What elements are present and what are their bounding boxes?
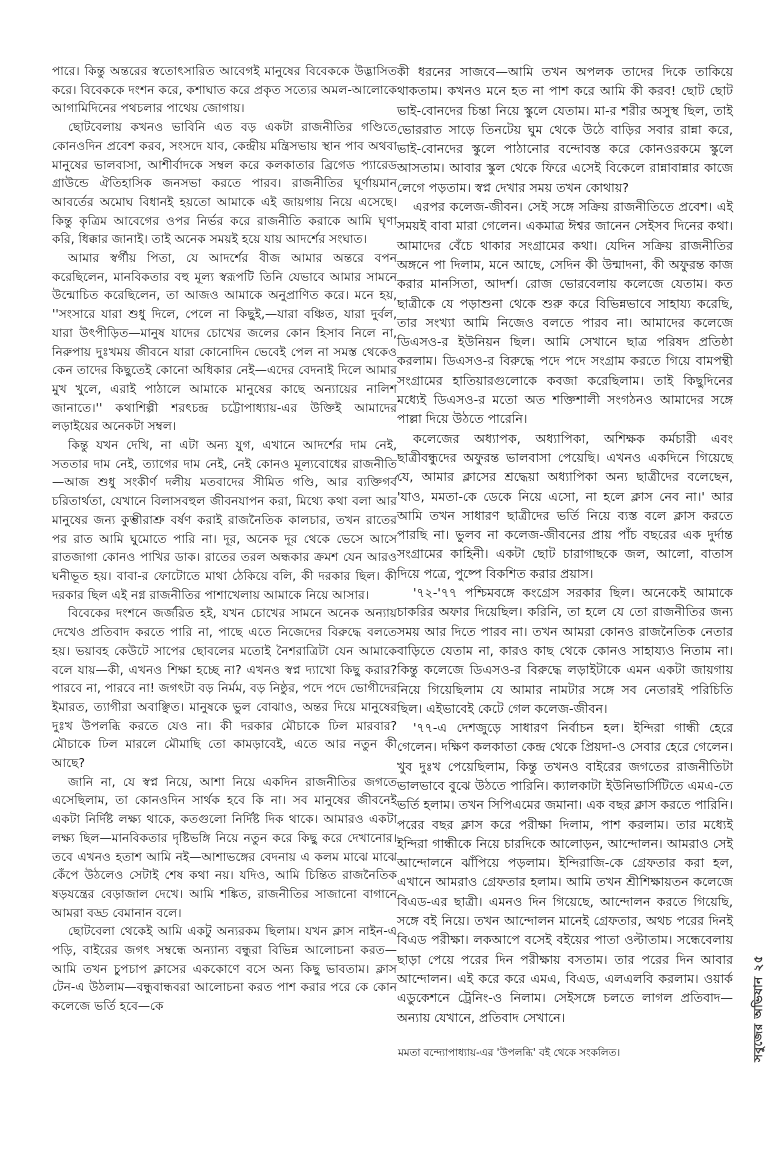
paragraph: '৭২-'৭৭ পশ্চিমবঙ্গে কংগ্রেস সরকার ছিল। অনেকেই আমাকে চাকরির অফার দিয়েছিল। করিনি, তা হলে যে তো রাজনীতির জন্য সময় আর দিতে পারব না। তখন আমরা কোনও রাজনৈতিক নেতার বাড়িতে যেতাম না, কারও কাছ থেকে কোনও সাহায্যও নিতাম না। কিন্তু কলেজে ডিএসও-র বিরুদ্ধে লড়াইটাকে এমন একটা জায়গায় নিয়ে গিয়েছিলাম যে আমার নামটার সঙ্গে সব নেতারই পরিচিতি ছিল। এইভাবেই কেটে গেল কলেজ-জীবন।: [397, 585, 733, 716]
paragraph: পারে। কিন্তু অন্তরের স্বতোৎসারিত আবেগই মানুষের বিবেককে উদ্ভাসিত করে। বিবেককে দংশন করে, কশাঘাত করে প্রকৃত সত্যের অমল-আলোকে আগামিদিনের পথচলার পাথেয় জোগায়।: [52, 64, 397, 116]
sidebar-page-label: সবুজের অভিযান ২৫: [751, 955, 765, 1063]
source-footnote: মমতা বন্দ্যোপাধ্যায়-এর 'উপলব্ধি' বই থেকে সংকলিত।: [398, 1047, 621, 1059]
paragraph: জানি না, যে স্বপ্ন নিয়ে, আশা নিয়ে একদিন রাজনীতির জগতে এসেছিলাম, তা কোনওদিন সার্থক হবে কি না। সব মানুষের জীবনেই একটা নির্দিষ্ট লক্ষ্য থাকে, কতগুলো নির্দিষ্ট দিক থাকে। আমারও একটা লক্ষ্য ছিল—মানবিকতার দৃষ্টিভঙ্গি নিয়ে নতুন করে কিছু করে দেখানোর। তবে এখনও হতাশ আমি নই—আশাভঙ্গের বেদনায় এ কলম মাঝে মাঝে কেঁপে উঠলেও সেটাই শেষ কথা নয়। যদিও, আমি চিন্তিত রাজনৈতিক ষড়যন্ত্রের বেড়াজাল দেখে। আমি শঙ্কিত, রাজনীতির সাজানো বাগানে আমরা বড্ড বেমানান বলে।: [52, 774, 397, 920]
paragraph: কলেজের অধ্যাপক, অধ্যাপিকা, অশিক্ষক কর্মচারী এবং ছাত্রীবন্ধুদের অফুরন্ত ভালবাসা পেয়েছি। এখনও একদিনে গিয়েছে যে, আমার ক্লাসের শ্রদ্ধেয়া অধ্যাপিকা অন্য ছাত্রীদের বলেছেন, 'যাও, মমতা-কে ডেকে নিয়ে এসো, না হলে ক্লাস নেব না।' আর আমি তখন সাধারণ ছাত্রীদের ভর্তি নিয়ে ব্যস্ত বলে ক্লাস করতে পারছি না। ভুলব না কলেজ-জীবনের প্রায় পাঁচ বছরের এক দুর্দান্ত সংগ্রামের কাহিনী। একটা ছোট চারাগাছকে জল, আলো, বাতাস দিয়ে পত্রে, পুষ্পে বিকশিত করার প্রয়াস।: [397, 430, 733, 581]
paragraph: কী ধরনের সাজবে—আমি তখন অপলক তাদের দিকে তাকিয়ে থাকতাম। কখনও মনে হত না পাশ করে আমি কী করব! ছোট ছোট ভাই-বোনদের চিন্তা নিয়ে স্কুলে যেতাম। মা-র শরীর অসুস্থ ছিল, তাই ভোররাত সাড়ে তিনটেয় ঘুম থেকে উঠে বাড়ির সবার রান্না করে, ভাই-বোনদের স্কুলে পাঠানোর বন্দোবস্ত করে কোনওরকমে স্কুলে আসতাম। আবার স্কুল থেকে ফিরে এসেই বিকেলে রান্নাবান্নার কাজে লেগে পড়তাম। স্বপ্ন দেখার সময় তখন কোথায়?: [397, 64, 733, 195]
paragraph: ছোটবেলায় কখনও ভাবিনি এত বড় একটা রাজনীতির গণ্ডিতে কোনওদিন প্রবেশ করব, সংসদে যাব, কেন্দ্রীয় মন্ত্রিসভায় স্থান পাব অথবা মানুষের ভালবাসা, আশীর্বাদকে সম্বল করে কলকাতার ব্রিগেড প্যারেড গ্রাউন্ডে ঐতিহাসিক জনসভা করতে পারব। রাজনীতির ঘূর্ণায়মান আবর্তের অমোঘ বিধানই হয়তো আমাকে এই জায়গায় নিয়ে এসেছে। কিন্তু কৃত্রিম আবেগের ওপর নির্ভর করে রাজনীতি করাকে আমি ঘৃণা করি, ধিক্কার জানাই। তাই অনেক সময়ই হয়ে যায় আদর্শের সংঘাত।: [52, 120, 397, 247]
paragraph: '৭৭-এ দেশজুড়ে সাধারণ নির্বাচন হল। ইন্দিরা গান্ধী হেরে গেলেন। দক্ষিণ কলকাতা কেন্দ্র থেকে প্রিয়দা-ও সেবার হেরে গেলেন। খুব দুঃখ পেয়েছিলাম, কিন্তু তখনও বাইরের জগতের রাজনীতিটা ভালভাবে বুঝে উঠতে পারিনি। ক্যালকাটা ইউনিভার্সিটিতে এমএ-তে ভর্তি হলাম। তখন সিপিএমের জমানা। এক বছর ক্লাস করতে পারিনি। পরের বছর ক্লাস করে পরীক্ষা দিলাম, পাশ করলাম। তার মধ্যেই ইন্দিরা গান্ধীকে নিয়ে চারদিকে আলোড়ন, আন্দোলন। আমরাও সেই আন্দোলনে ঝাঁপিয়ে পড়লাম। ইন্দিরাজি-কে গ্রেফতার করা হল, এখানে আমরাও গ্রেফতার হলাম। আমি তখন শ্রীশিক্ষায়তন কলেজে বিএড-এর ছাত্রী। এমনও দিন গিয়েছে, আন্দোলন করতে গিয়েছি, সঙ্গে বই নিয়ে। তখন আন্দোলন মানেই গ্রেফতার, অথচ পরের দিনই বিএড পরীক্ষা। লকআপে বসেই বইয়ের পাতা ওল্টাতাম। সন্ধেবেলায় ছাড়া পেয়ে পরের দিন পরীক্ষায় বসতাম। তার পরের দিন আবার আন্দোলন। এই করে করে এমএ, বিএড, এলএলবি করলাম। ওয়ার্ক এডুকেশনে ট্রেনিং-ও নিলাম। সেইসঙ্গে চলতে লাগল প্রতিবাদ—অন্যায় যেখানে, প্রতিবাদ সেখানে।: [397, 720, 733, 1025]
paragraph: বিবেকের দংশনে জর্জরিত হই, যখন চোখের সামনে অনেক অন্যায় দেখেও প্রতিবাদ করতে পারি না, পাছে এতে নিজেদের বিরুদ্ধে বলতে হয়। ভয়াবহ কেউটে সাপের ছোবলের মতোই নৈশরাত্রিটা যেন আমাকে বলে যায়—কী, এখনও শিক্ষা হচ্ছে না? এখনও স্বপ্ন দ্যাখো কিছু করার? পারবে না, পারবে না! জগৎটা বড় নির্মম, বড় নিষ্ঠুর, পদে পদে ভোগীদের ইমারত, ত্যাগীরা অবাঞ্ছিত। মানুষকে ভুল বোঝাও, অন্তর দিয়ে মানুষের দুঃখ উপলব্ধি করতে যেও না। কী দরকার মৌচাকে ঢিল মারবার? মৌচাকে ঢিল মারলে মৌমাছি তো কামড়াবেই, এতে আর নতুন কী আছে?: [52, 606, 397, 771]
paragraph: কিন্তু যখন দেখি, না এটা অন্য যুগ, এখানে আদর্শের দাম নেই, সততার দাম নেই, ত্যাগের দাম নেই, নেই কোনও মূল্যবোধের রাজনীতি—আজ শুধু সংকীর্ণ দলীয় মতবাদের সীমিত গণ্ডি, আর ব্যক্তিগর্ব চরিতার্থতা, যেখানে বিলাসবহুল জীবনযাপন করা, মিথ্যে কথা বলা আর মানুষের জন্য কুম্ভীরাশ্রু বর্ষণ করাই রাজনৈতিক কালচার, তখন রাতের পর রাত আমি ঘুমোতে পারি না। দূর, অনেক দূর থেকে ভেসে আসে রাতজাগা কোনও পাখির ডাক। রাতের তরল অন্ধকার ক্রমশ যেন আরও ঘনীভূত হয়। বাবা-র ফোটোতে মাথা ঠেকিয়ে বলি, কী দরকার ছিল। কী দরকার ছিল এই নগ্ন রাজনীতির পাশাখেলায় আমাকে নিয়ে আসার।: [52, 438, 397, 602]
paragraph: ছোটবেলা থেকেই আমি একটু অন্যরকম ছিলাম। যখন ক্লাস নাইন-এ পড়ি, বাইরের জগৎ সম্বন্ধে অন্যান্য বন্ধুরা বিভিন্ন আলোচনা করত—আমি তখন চুপচাপ ক্লাসের এককোণে বসে অন্য কিছু ভাবতাম। ক্লাস টেন-এ উঠলাম—বন্ধুবান্ধবরা আলোচনা করত পাশ করার পরে কে কোন কলেজে ভর্তি হবে—কে: [52, 924, 397, 1014]
left-column: [52, 62, 397, 1016]
paragraph: এরপর কলেজ-জীবন। সেই সঙ্গে সক্রিয় রাজনীতিতে প্রবেশ। এই সময়ই বাবা মারা গেলেন। একমাত্র ঈশ্বর জানেন সেইসব দিনের কথা। আমাদের বেঁচে থাকার সংগ্রামের কথা। যেদিন সক্রিয় রাজনীতির অঙ্গনে পা দিলাম, মনে আছে, সেদিন কী উন্মাদনা, কী অফুরন্ত কাজ করার মানসিতা, আদর্শ। রোজ ভোরবেলায় কলেজে যেতাম। কত ছাত্রীকে যে পড়াশুনা থেকে শুরু করে বিভিন্নভাবে সাহায্য করেছি, তার সংখ্যা আমি নিজেও বলতে পারব না। আমাদের কলেজে ডিএসও-র ইউনিয়ন ছিল। আমি সেখানে ছাত্র পরিষদ প্রতিষ্ঠা করলাম। ডিএসও-র বিরুদ্ধে পদে পদে সংগ্রাম করতে গিয়ে বামপন্থী সংগ্রামের হাতিয়ারগুলোকে কবজা করেছিলাম। তাই কিছুদিনের মধ্যেই ডিএসও-র মতো অত শক্তিশালী সংগঠনও আমাদের সঙ্গে পাল্লা দিয়ে উঠতে পারেনি।: [397, 199, 733, 427]
paragraph: আমার স্বর্গীয় পিতা, যে আদর্শের বীজ আমার অন্তরে বপন করেছিলেন, মানবিকতার বহু মূল্য স্বরূপটি তিনি যেভাবে আমার সামনে উন্মোচিত করেছিলেন, তা আজও আমাকে অনুপ্রাণিত করে। মনে হয়, ''সংসারে যারা শুধু দিলে, পেলে না কিছুই,—যারা বঞ্চিত, যারা দুর্বল, যারা উৎপীড়িত—মানুষ যাদের চোখের জলের কোন হিসাব নিলে না, নিরুপায় দুঃখময় জীবনে যারা কোনোদিন ভেবেই পেল না সমস্ত থেকেও কেন তাদের কিছুতেই কোনো অধিকার নেই—এদের বেদনাই দিলে আমার মুখ খুলে, এরাই পাঠালে আমাকে মানুষের কাছে অন্যায়ের নালিশ জানাতে।'' কথাশিল্পী শরৎচন্দ্র চট্টোপাধ্যায়-এর উক্তিই আমাদের লড়াইয়ের অনেকটা সম্বল।: [52, 251, 397, 434]
right-column: [397, 62, 733, 1027]
